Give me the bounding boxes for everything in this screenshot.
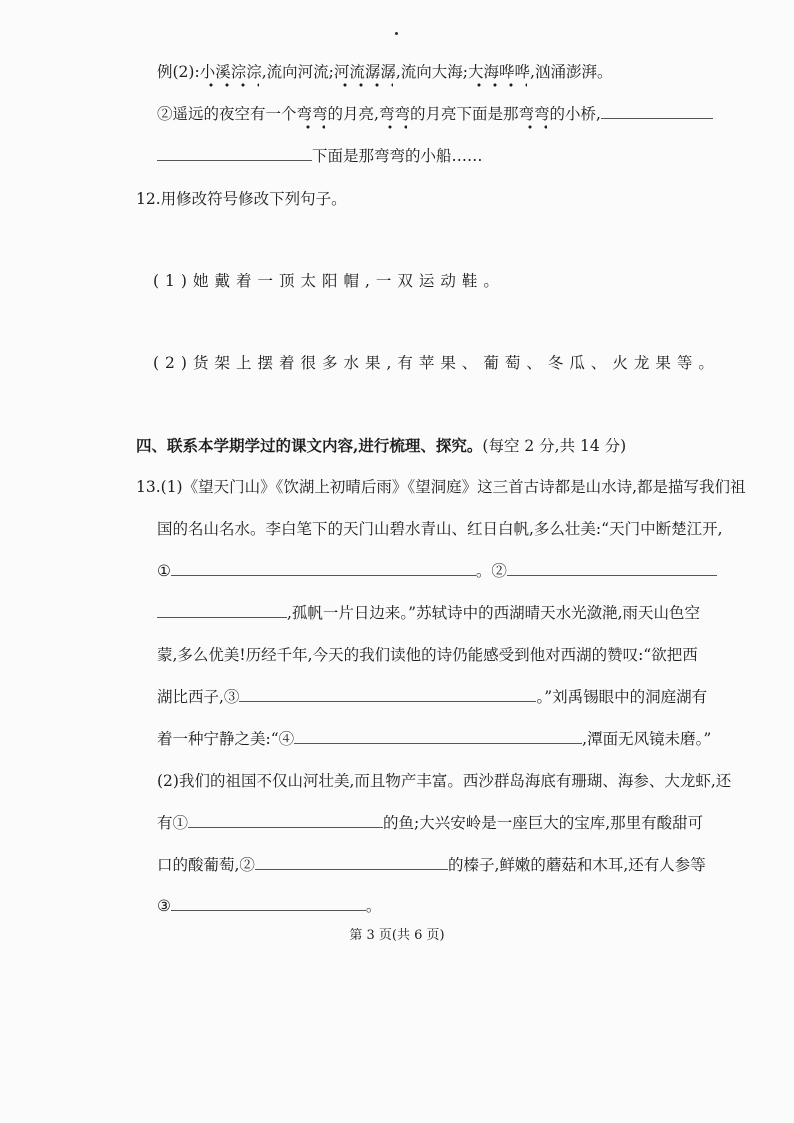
page-footer: 第 3 页(共 6 页): [349, 928, 445, 943]
dotted-phrase: 河流潺潺: [333, 63, 396, 81]
q11-item2-line1: [157, 104, 713, 124]
dotted-phrase: 弯弯: [518, 105, 550, 123]
example-2-line: [157, 62, 612, 82]
q13-line-1: 13.(1)《望天门山》《饮湖上初晴后雨》《望洞庭》这三首古诗都是山水诗,都是描写我们祖: [136, 478, 746, 496]
text-run: 着一种宁静之美:“④: [157, 730, 295, 748]
q13-line-8: (2)我们的祖国不仅山河壮美,而且物产丰富。西沙群岛海底有珊瑚、海参、大龙虾,还: [157, 772, 732, 790]
q13-line-6: [157, 687, 707, 707]
dotted-phrase: 弯弯: [378, 105, 410, 123]
answer-blank[interactable]: [171, 896, 366, 911]
section-4-heading: [136, 436, 626, 456]
blank-number: ①: [157, 562, 171, 580]
q13-line-2: 国的名山名水。李白笔下的天门山碧水青山、红日白帆,多么壮美:“天门中断楚江开,: [157, 520, 723, 538]
text-run: 口的酸葡萄,②: [157, 856, 255, 874]
text-run: 。②: [475, 562, 507, 580]
answer-blank[interactable]: [601, 104, 713, 119]
answer-blank[interactable]: [294, 729, 582, 744]
answer-blank[interactable]: [157, 603, 287, 618]
answer-blank[interactable]: [239, 687, 536, 702]
text-run: 的鱼;大兴安岭是一座巨大的宝库,那里有酸甜可: [383, 814, 704, 832]
text-run: 。”刘禹锡眼中的洞庭湖有: [536, 688, 708, 706]
text-run: 下面是那弯弯的小船……: [312, 147, 483, 165]
q13-line-3: [157, 561, 717, 581]
section-title: 四、联系本学期学过的课文内容,进行梳理、探究。: [136, 436, 483, 455]
dotted-phrase: 弯弯: [296, 105, 328, 123]
text-run: ,流向河流;: [261, 63, 334, 81]
q13-line-10: [157, 855, 706, 875]
text-run: 的小桥,: [549, 105, 601, 123]
text-run: ,孤帆一片日边来。”苏轼诗中的西湖晴天水光潋滟,雨天山色空: [287, 604, 701, 622]
answer-blank[interactable]: [157, 146, 312, 161]
score-note: (每空 2 分,共 14 分): [482, 437, 627, 455]
text-run: ②遥远的夜空有一个: [157, 105, 297, 123]
q12-sentence-1: (1)她戴着一顶太阳帽,一双运动鞋。: [153, 272, 505, 290]
text-run: 湖比西子,③: [157, 688, 240, 706]
text-run: 的月亮下面是那: [409, 105, 519, 123]
q13-line-4: [157, 603, 700, 623]
answer-blank[interactable]: [188, 813, 383, 828]
text-run: 的榛子,鲜嫩的蘑菇和木耳,还有人参等: [447, 856, 706, 874]
text-run: ,汹涌澎湃。: [530, 63, 613, 81]
q13-line-7: [157, 729, 711, 749]
answer-blank[interactable]: [171, 561, 476, 576]
text-run: ,潭面无风镜未磨。”: [582, 730, 712, 748]
blank-number: ③: [157, 897, 171, 915]
text-run: 。: [365, 897, 382, 915]
answer-blank[interactable]: [255, 855, 448, 870]
dotted-phrase: 小溪淙淙: [199, 63, 262, 81]
text-run: 的月亮,: [327, 105, 379, 123]
q12-title: 12.用修改符号修改下列句子。: [136, 190, 347, 208]
scan-speck: [395, 32, 398, 35]
q11-item2-line2: [157, 146, 483, 166]
q12-sentence-2: (2)货架上摆着很多水果,有苹果、葡萄、冬瓜、火龙果等。: [153, 354, 720, 372]
q13-line-5: 蒙,多么优美!历经千年,今天的我们读他的诗仍能感受到他对西湖的赞叹:“欲把西: [157, 646, 698, 664]
text-run: ,流向大海;: [395, 63, 469, 81]
example-label: 例(2):: [157, 63, 200, 81]
q13-line-9: [157, 813, 703, 833]
dotted-phrase: 大海哗哗: [468, 63, 531, 81]
q13-line-11: [157, 896, 381, 916]
text-run: 有①: [157, 814, 189, 832]
answer-blank[interactable]: [507, 561, 717, 576]
